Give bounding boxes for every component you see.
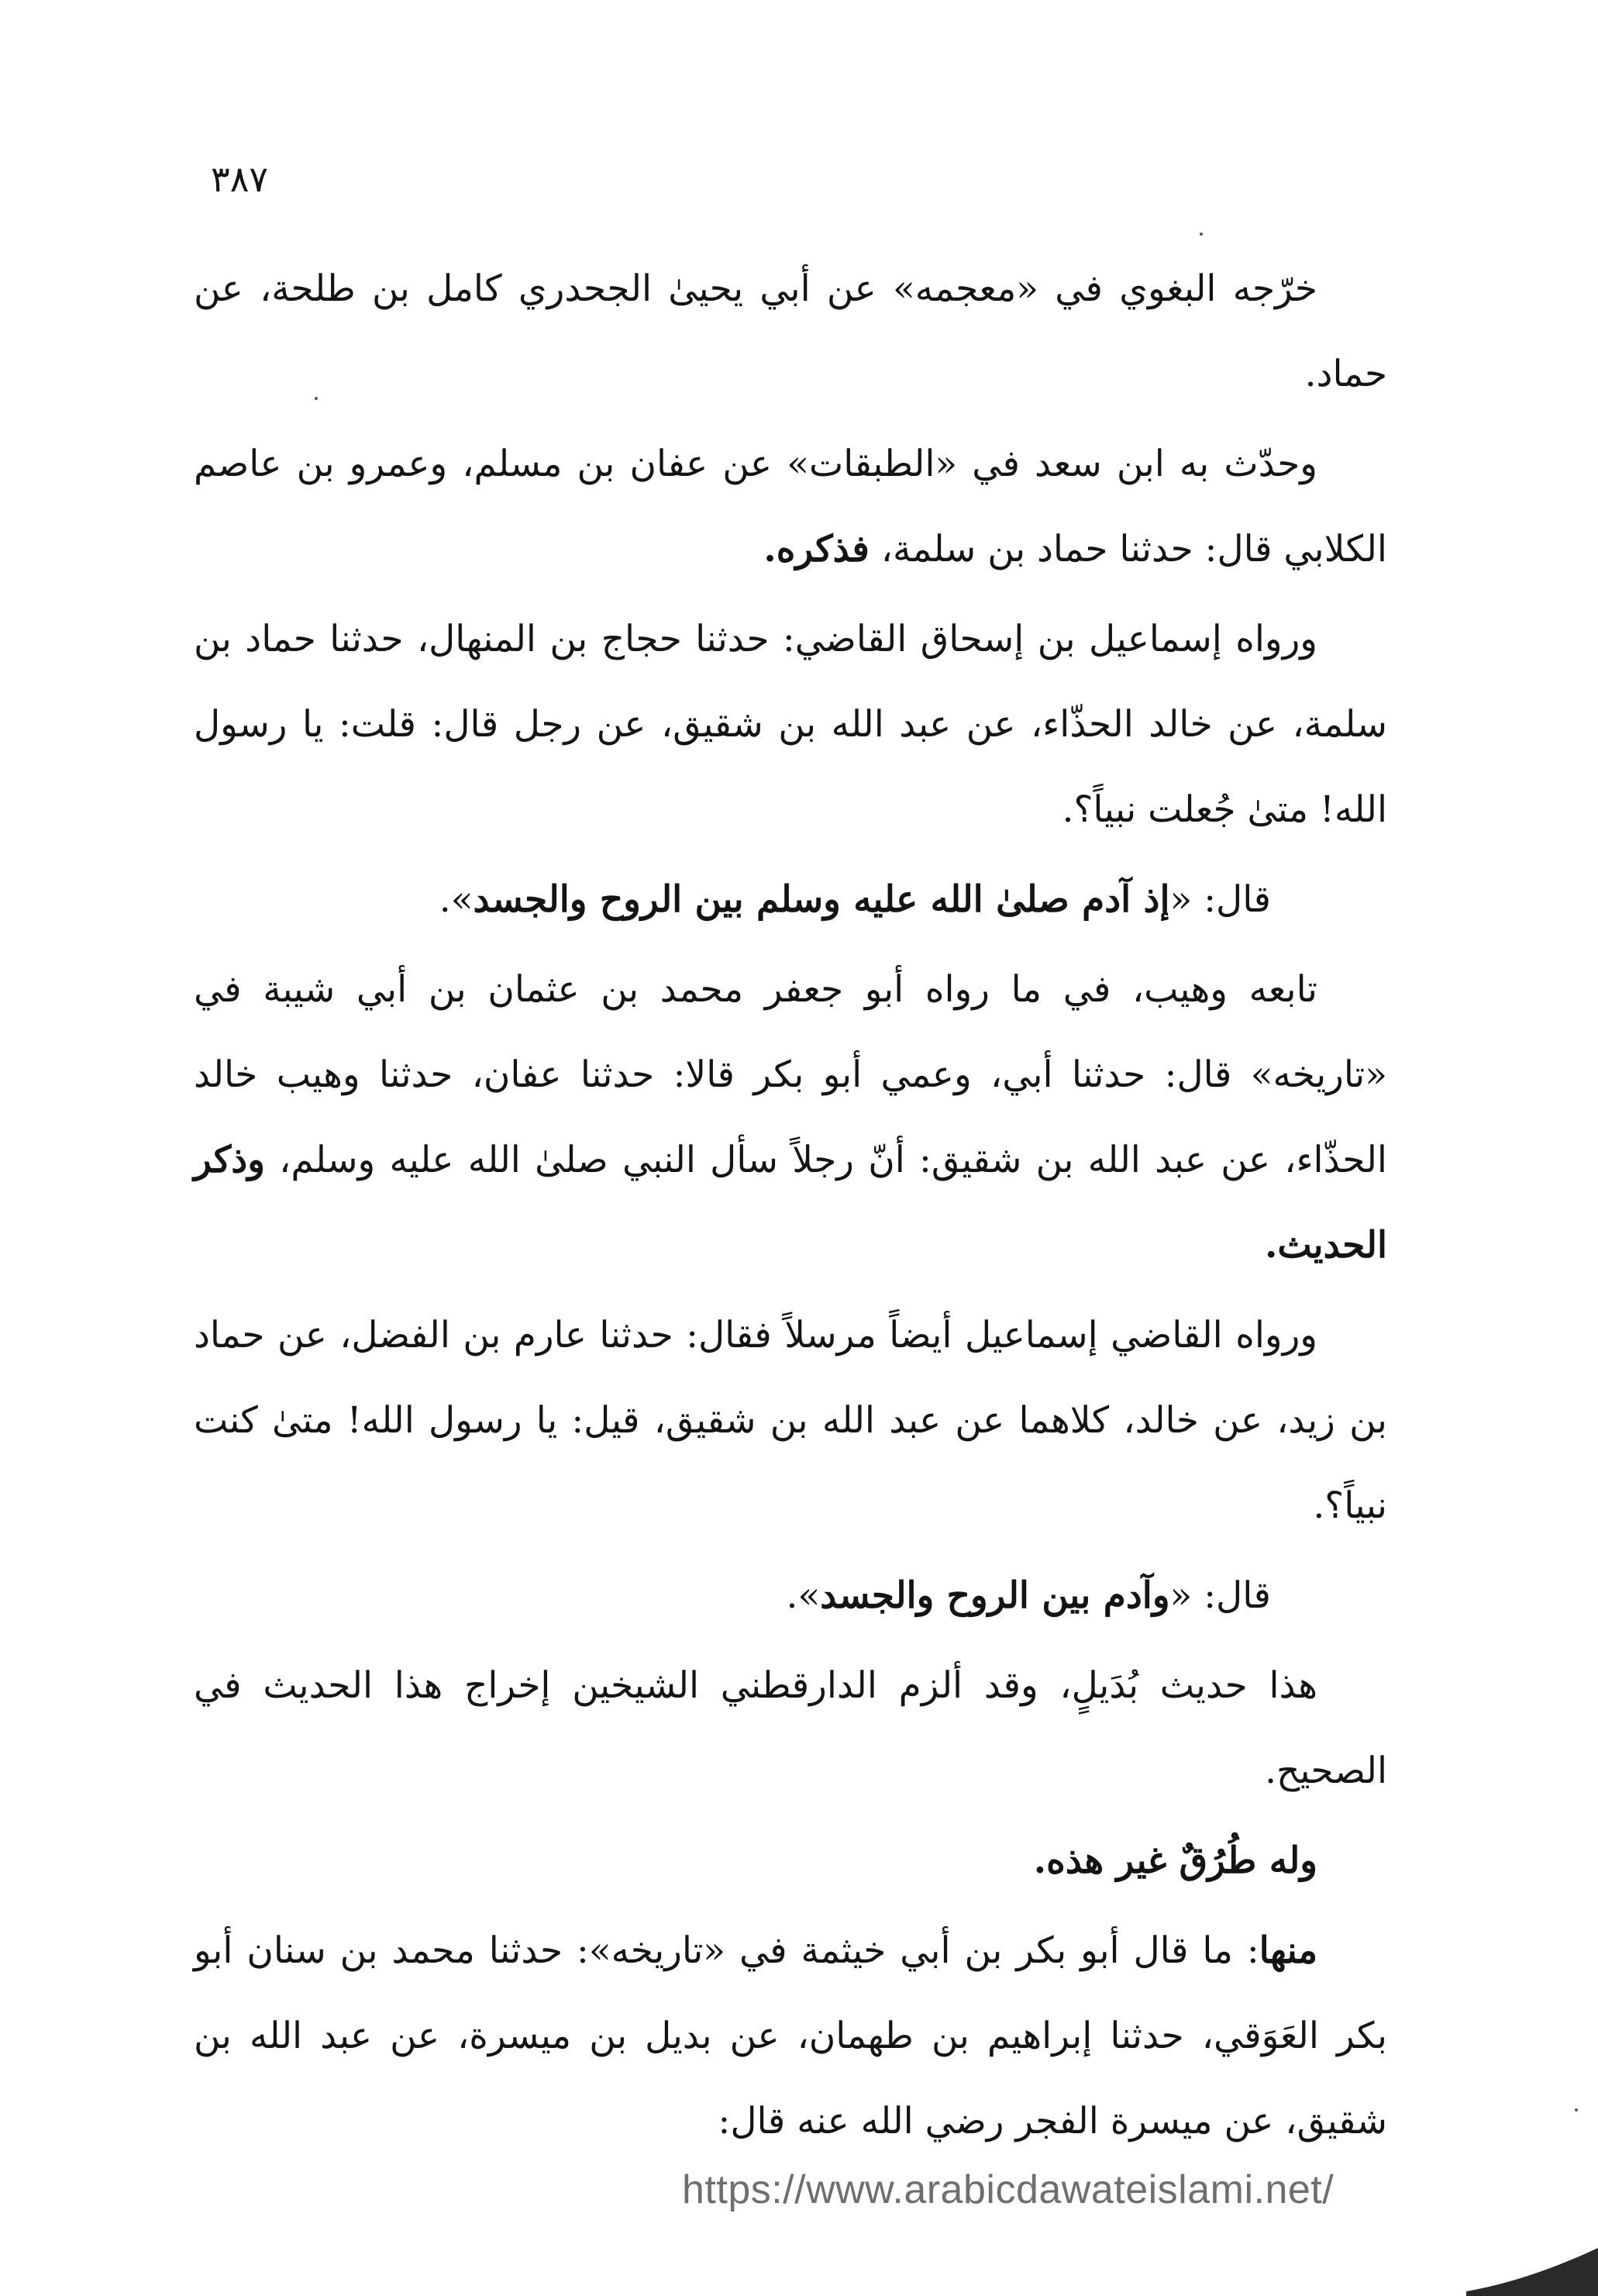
bold-text-run: فذكره. [763, 528, 870, 571]
page-number: ٣٨٧ [211, 158, 269, 200]
watermark-url: https://www.arabicdawateislami.net/ [682, 2167, 1335, 2212]
text-run: وحدّث به ابن سعد في «الطبقات» عن عفان بن مسلم، وعمرو بن عاصم الكلابي قال: حدثنا حماد بن سلمة، [194, 443, 1387, 571]
bold-text-run: وآدم بين الروح والجسد [820, 1574, 1170, 1617]
bold-text-run: وذكر الحديث. [194, 1139, 1387, 1267]
bold-text-run: وله طُرُقٌ غير هذه. [1033, 1839, 1317, 1882]
text-run: قال: « [1169, 1574, 1271, 1617]
text-run: تابعه وهيب، في ما رواه أبو جعفر محمد بن عثمان بن أبي شيبة في «تاريخه» قال: حدثنا أبي، وعمي أبو بكر قالا: حدثنا عفان، حدثنا وهيب خالد الحذّاء، عن عبد الله بن شقيق: أنّ رجلاً سأل النبي صلىٰ الله عليه وسلم، [194, 968, 1387, 1181]
paragraph [194, 1293, 1387, 1549]
paragraph [194, 246, 1387, 417]
paragraph [194, 597, 1387, 853]
paragraph [194, 422, 1387, 592]
page-edge-shadow [1466, 2234, 1598, 2296]
text-run: قال: « [1169, 878, 1271, 921]
scan-speck [1575, 2108, 1578, 2112]
text-run: ورواه القاضي إسماعيل أيضاً مرسلاً فقال: حدثنا عارم بن الفضل، عن حماد بن زيد، عن خالد، كلاهما عن عبد الله بن شقيق، قيل: يا رسول الله! متىٰ كنت نبياً؟. [194, 1314, 1387, 1527]
paragraph [194, 1908, 1387, 2164]
bold-text-run: منها [1259, 1929, 1317, 1972]
text-run: : ما قال أبو بكر بن أبي خيثمة في «تاريخه»: حدثنا محمد بن سنان أبو بكر العَوَقي، حدثنا إبراهيم بن طهمان، عن بديل بن ميسرة، عن عبد الله بن شقيق، عن ميسرة الفجر رضي الله عنه قال: [194, 1929, 1387, 2143]
paragraph [194, 947, 1387, 1288]
paragraph [194, 1819, 1387, 1904]
paragraph [194, 1643, 1387, 1814]
text-run: ». [786, 1574, 821, 1617]
text-run: هذا حديث بُدَيلٍ، وقد ألزم الدارقطني الشيخين إخراج هذا الحديث في الصحيح. [194, 1664, 1387, 1792]
text-run: ». [439, 878, 474, 921]
paragraph [194, 1553, 1387, 1639]
paragraph [194, 857, 1387, 943]
text-run: ورواه إسماعيل بن إسحاق القاضي: حدثنا حجاج بن المنهال، حدثنا حماد بن سلمة، عن خالد الحذّاء، عن عبد الله بن شقيق، عن رجل قال: قلت: يا رسول الله! متىٰ جُعلت نبياً؟. [194, 618, 1387, 831]
scan-speck [1200, 233, 1203, 236]
bold-text-run: إذ آدم صلىٰ الله عليه وسلم بين الروح والجسد [473, 878, 1170, 921]
text-run: خرّجه البغوي في «معجمه» عن أبي يحيىٰ الجحدري كامل بن طلحة، عن حماد. [194, 267, 1387, 395]
body-text [194, 246, 1387, 2169]
scan-speck [315, 397, 318, 400]
